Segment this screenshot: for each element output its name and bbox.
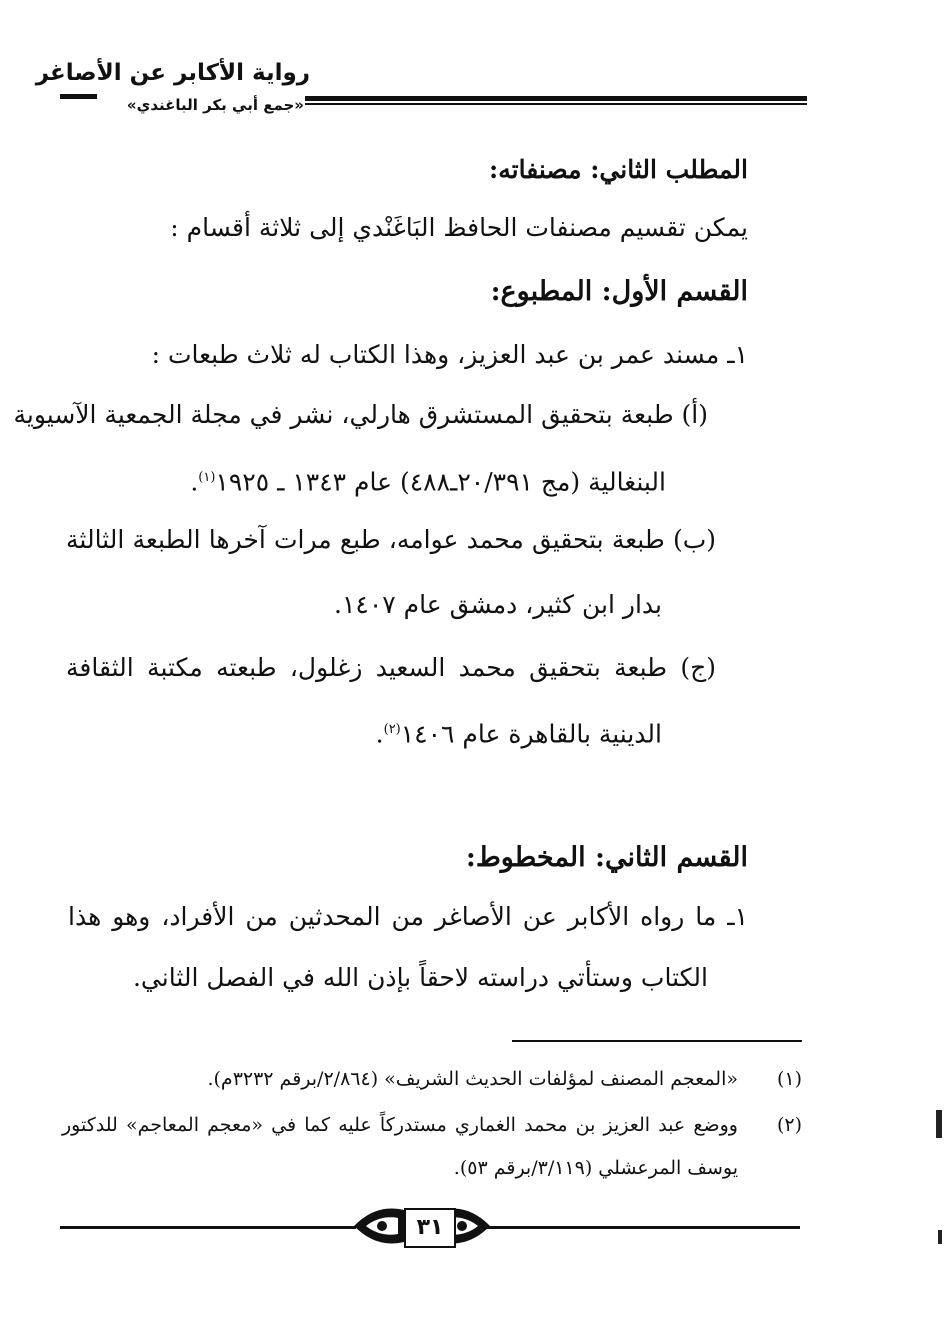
- scan-mark: [936, 1110, 942, 1138]
- footnote-2-text: ووضع عبد العزيز بن محمد الغماري مستدركاً عليه كما في «معجم المعاجم» للدكتور: [62, 1114, 738, 1136]
- edition-a-period: .: [190, 467, 199, 497]
- item-2-line1: ١ـ ما رواه الأكابر عن الأصاغر من المحدثين من الأفراد، وهو هذا: [68, 902, 748, 931]
- header-rule-thin: [305, 103, 807, 105]
- footnote-1-text: «المعجم المصنف لمؤلفات الحديث الشريف» (٢/٨٦٤/برقم ٣٢٣٢م).: [207, 1068, 738, 1090]
- section-heading: المطلب الثاني: مصنفاته:: [489, 155, 748, 184]
- header-rule: [305, 96, 807, 101]
- footnote-ref-2[interactable]: (٢): [383, 722, 401, 737]
- intro-paragraph: يمكن تقسيم مصنفات الحافظ البَاغَنْدي إلى ثلاثة أقسام :: [170, 213, 748, 242]
- edition-c-text: الدينية بالقاهرة عام ١٤٠٦: [400, 719, 662, 749]
- edition-a-text: البنغالية (مج ٢٠/٣٩١ـ٤٨٨) عام ١٣٤٣ ـ ١٩٢٥: [215, 467, 666, 497]
- footnote-2-number: (٢): [776, 1114, 802, 1136]
- edition-b-line1: (ب) طبعة بتحقيق محمد عوامه، طبع مرات آخرها الطبعة الثالثة: [66, 525, 716, 554]
- edition-a-line1: (أ) طبعة بتحقيق المستشرق هارلي، نشر في مجلة الجمعية الآسيوية: [13, 400, 708, 429]
- item-1: ١ـ مسند عمر بن عبد العزيز، وهذا الكتاب له ثلاث طبعات :: [151, 340, 748, 369]
- edition-c-line2: [362, 710, 662, 754]
- footnote-1-number: (١): [776, 1068, 802, 1090]
- item-2-line2: الكتاب وستأتي دراسته لاحقاً بإذن الله في الفصل الثاني.: [132, 963, 708, 992]
- edition-c-period: .: [375, 719, 384, 749]
- footnote-separator: [512, 1040, 802, 1042]
- footnote-2-text-cont: يوسف المرعشلي (٣/١١٩/برقم ٥٣).: [453, 1157, 738, 1179]
- footnote-ref-1[interactable]: (١): [198, 470, 216, 485]
- part1-heading: القسم الأول: المطبوع:: [490, 276, 748, 307]
- scan-mark: [938, 1230, 942, 1244]
- footer-rule-right: [486, 1226, 800, 1229]
- page-number: ٣١: [404, 1208, 456, 1248]
- edition-b-line2: بدار ابن كثير، دمشق عام ١٤٠٧.: [334, 590, 662, 619]
- header-rule-short: [60, 94, 97, 99]
- footer-rule-left: [60, 1226, 356, 1229]
- edition-a-line2: [190, 458, 666, 502]
- running-header-title: رواية الأكابر عن الأصاغر: [35, 60, 310, 86]
- edition-c-line1: (ج) طبعة بتحقيق محمد السعيد زغلول، طبعته مكتبة الثقافة: [66, 653, 716, 682]
- running-header-subtitle: «جمع أبي بكر الباغندي»: [126, 96, 304, 114]
- part2-heading: القسم الثاني: المخطوط:: [465, 842, 748, 873]
